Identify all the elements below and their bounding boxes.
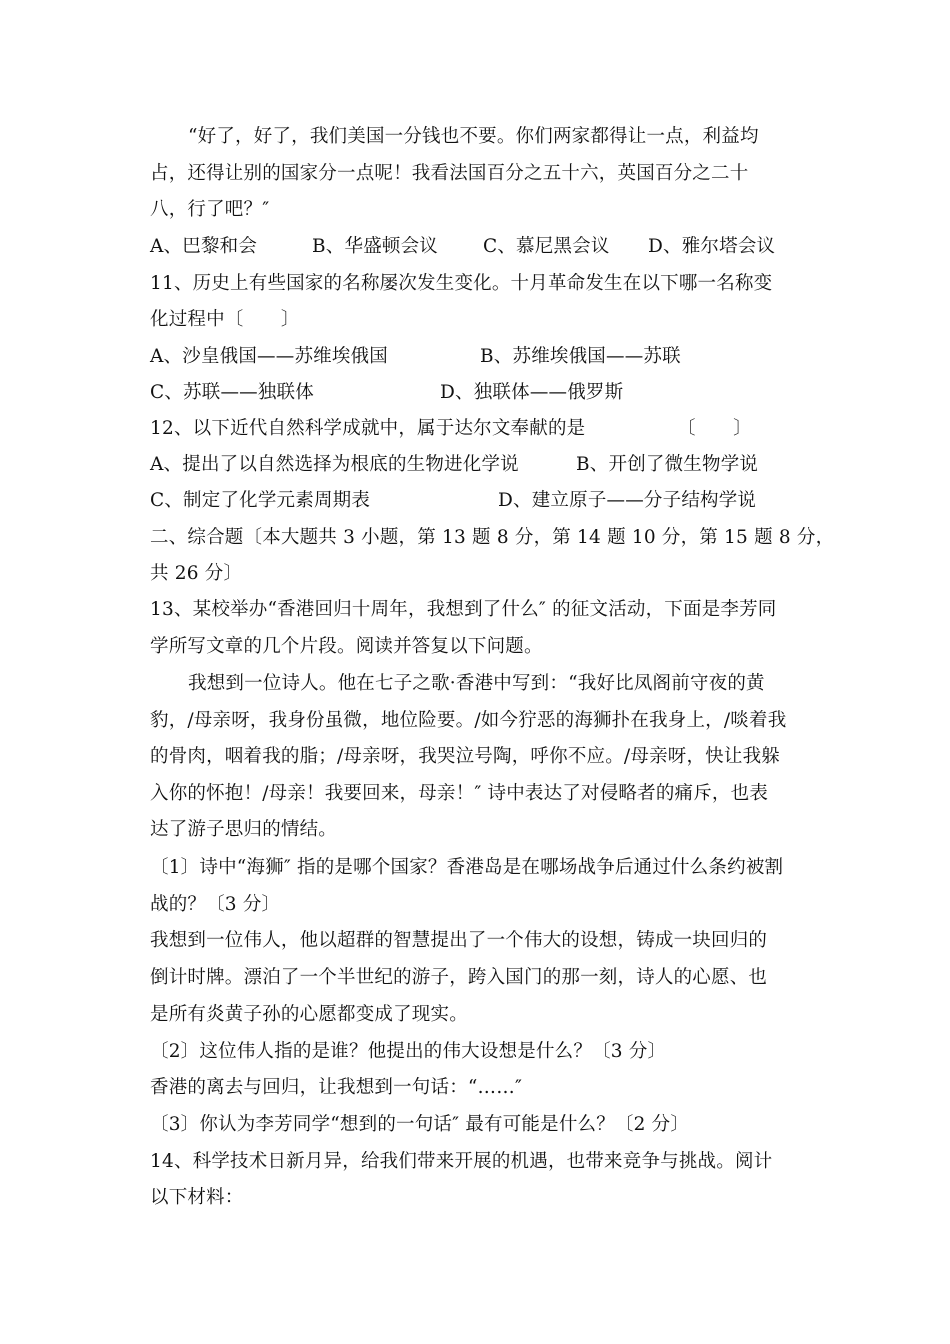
q12-answer-bracket: 〔 〕 — [677, 418, 752, 439]
q13-sub2: 〔2〕这位伟人指的是谁？他提出的伟大设想是什么？〔3 分〕 — [150, 1041, 667, 1062]
q10-option-a: A、巴黎和会 — [150, 236, 258, 257]
q13-passage1-line-5: 达了游子思归的情结。 — [150, 819, 338, 840]
q14-stem-line-2: 以下材料： — [150, 1187, 244, 1208]
q13-passage1-line-3: 的骨肉，咽着我的脂；/母亲呀，我哭泣号陶，呼你不应。/母亲呀，快让我躲 — [150, 746, 780, 767]
q11-option-b: B、苏维埃俄国——苏联 — [480, 346, 681, 367]
q12-option-d: D、建立原子——分子结构学说 — [498, 490, 757, 511]
q10-option-b: B、华盛顿会议 — [312, 236, 438, 257]
q13-passage2-line-1: 我想到一位伟人，他以超群的智慧提出了一个伟大的设想，铸成一块回归的 — [150, 930, 768, 951]
q11-option-a: A、沙皇俄国——苏维埃俄国 — [150, 346, 388, 367]
q13-stem-line-2: 学所写文章的几个片段。阅读并答复以下问题。 — [150, 636, 543, 657]
q13-passage2-line-2: 倒计时牌。漂泊了一个半世纪的游子，跨入国门的那一刻，诗人的心愿、也 — [150, 967, 768, 988]
q11-stem-line-2: 化过程中〔 〕 — [150, 309, 300, 330]
q13-passage1-line-1: 我想到一位诗人。他在七子之歌·香港中写到：“我好比凤阁前守夜的黄 — [188, 673, 765, 694]
q11-stem-line-1: 11、历史上有些国家的名称屡次发生变化。十月革命发生在以下哪一名称变 — [150, 273, 773, 294]
q14-stem-line-1: 14、科学技术日新月异，给我们带来开展的机遇，也带来竞争与挑战。阅计 — [150, 1151, 773, 1172]
q12-option-a: A、提出了以自然选择为根底的生物进化学说 — [150, 454, 519, 475]
q11-option-d: D、独联体——俄罗斯 — [440, 382, 624, 403]
q13-passage1-line-4: 入你的怀抱！/母亲！我要回来，母亲！″ 诗中表达了对侵略者的痛斥，也表 — [150, 783, 769, 804]
q13-passage3: 香港的离去与回归，让我想到一句话：“……″ — [150, 1077, 523, 1098]
q10-quote-line-2: 占，还得让别的国家分一点呢！我看法国百分之五十六，英国百分之二十 — [150, 163, 749, 184]
q13-passage2-line-3: 是所有炎黄子孙的心愿都变成了现实。 — [150, 1004, 468, 1025]
q13-sub3: 〔3〕你认为李芳同学“想到的一句话″ 最有可能是什么？〔2 分〕 — [150, 1114, 690, 1135]
q10-option-d: D、雅尔塔会议 — [648, 236, 776, 257]
q12-stem: 12、以下近代自然科学成就中，属于达尔文奉献的是 — [150, 418, 586, 439]
q10-quote-line-3: 八，行了吧？″ — [150, 199, 270, 220]
section2-title-line-2: 共 26 分〕 — [150, 563, 243, 584]
q10-quote-line-1: “好了，好了，我们美国一分钱也不要。你们两家都得让一点，利益均 — [188, 126, 759, 147]
q13-passage1-line-2: 豹，/母亲呀，我身份虽微，地位险要。/如今狞恶的海狮扑在我身上，/啖着我 — [150, 710, 787, 731]
q13-sub1-line-2: 战的？〔3 分〕 — [150, 894, 281, 915]
q11-option-c: C、苏联——独联体 — [150, 382, 314, 403]
q12-option-b: B、开创了微生物学说 — [576, 454, 759, 475]
q13-stem-line-1: 13、某校举办“香港回归十周年，我想到了什么″ 的征文活动，下面是李芳同 — [150, 599, 777, 620]
q10-option-c: C、慕尼黑会议 — [483, 236, 610, 257]
q12-option-c: C、制定了化学元素周期表 — [150, 490, 371, 511]
q13-sub1-line-1: 〔1〕诗中“海狮″ 指的是哪个国家？香港岛是在哪场战争后通过什么条约被割 — [150, 857, 784, 878]
section2-title-line-1: 二、综合题〔本大题共 3 小题，第 13 题 8 分，第 14 题 10 分，第 15 题 8 分， — [150, 527, 835, 548]
